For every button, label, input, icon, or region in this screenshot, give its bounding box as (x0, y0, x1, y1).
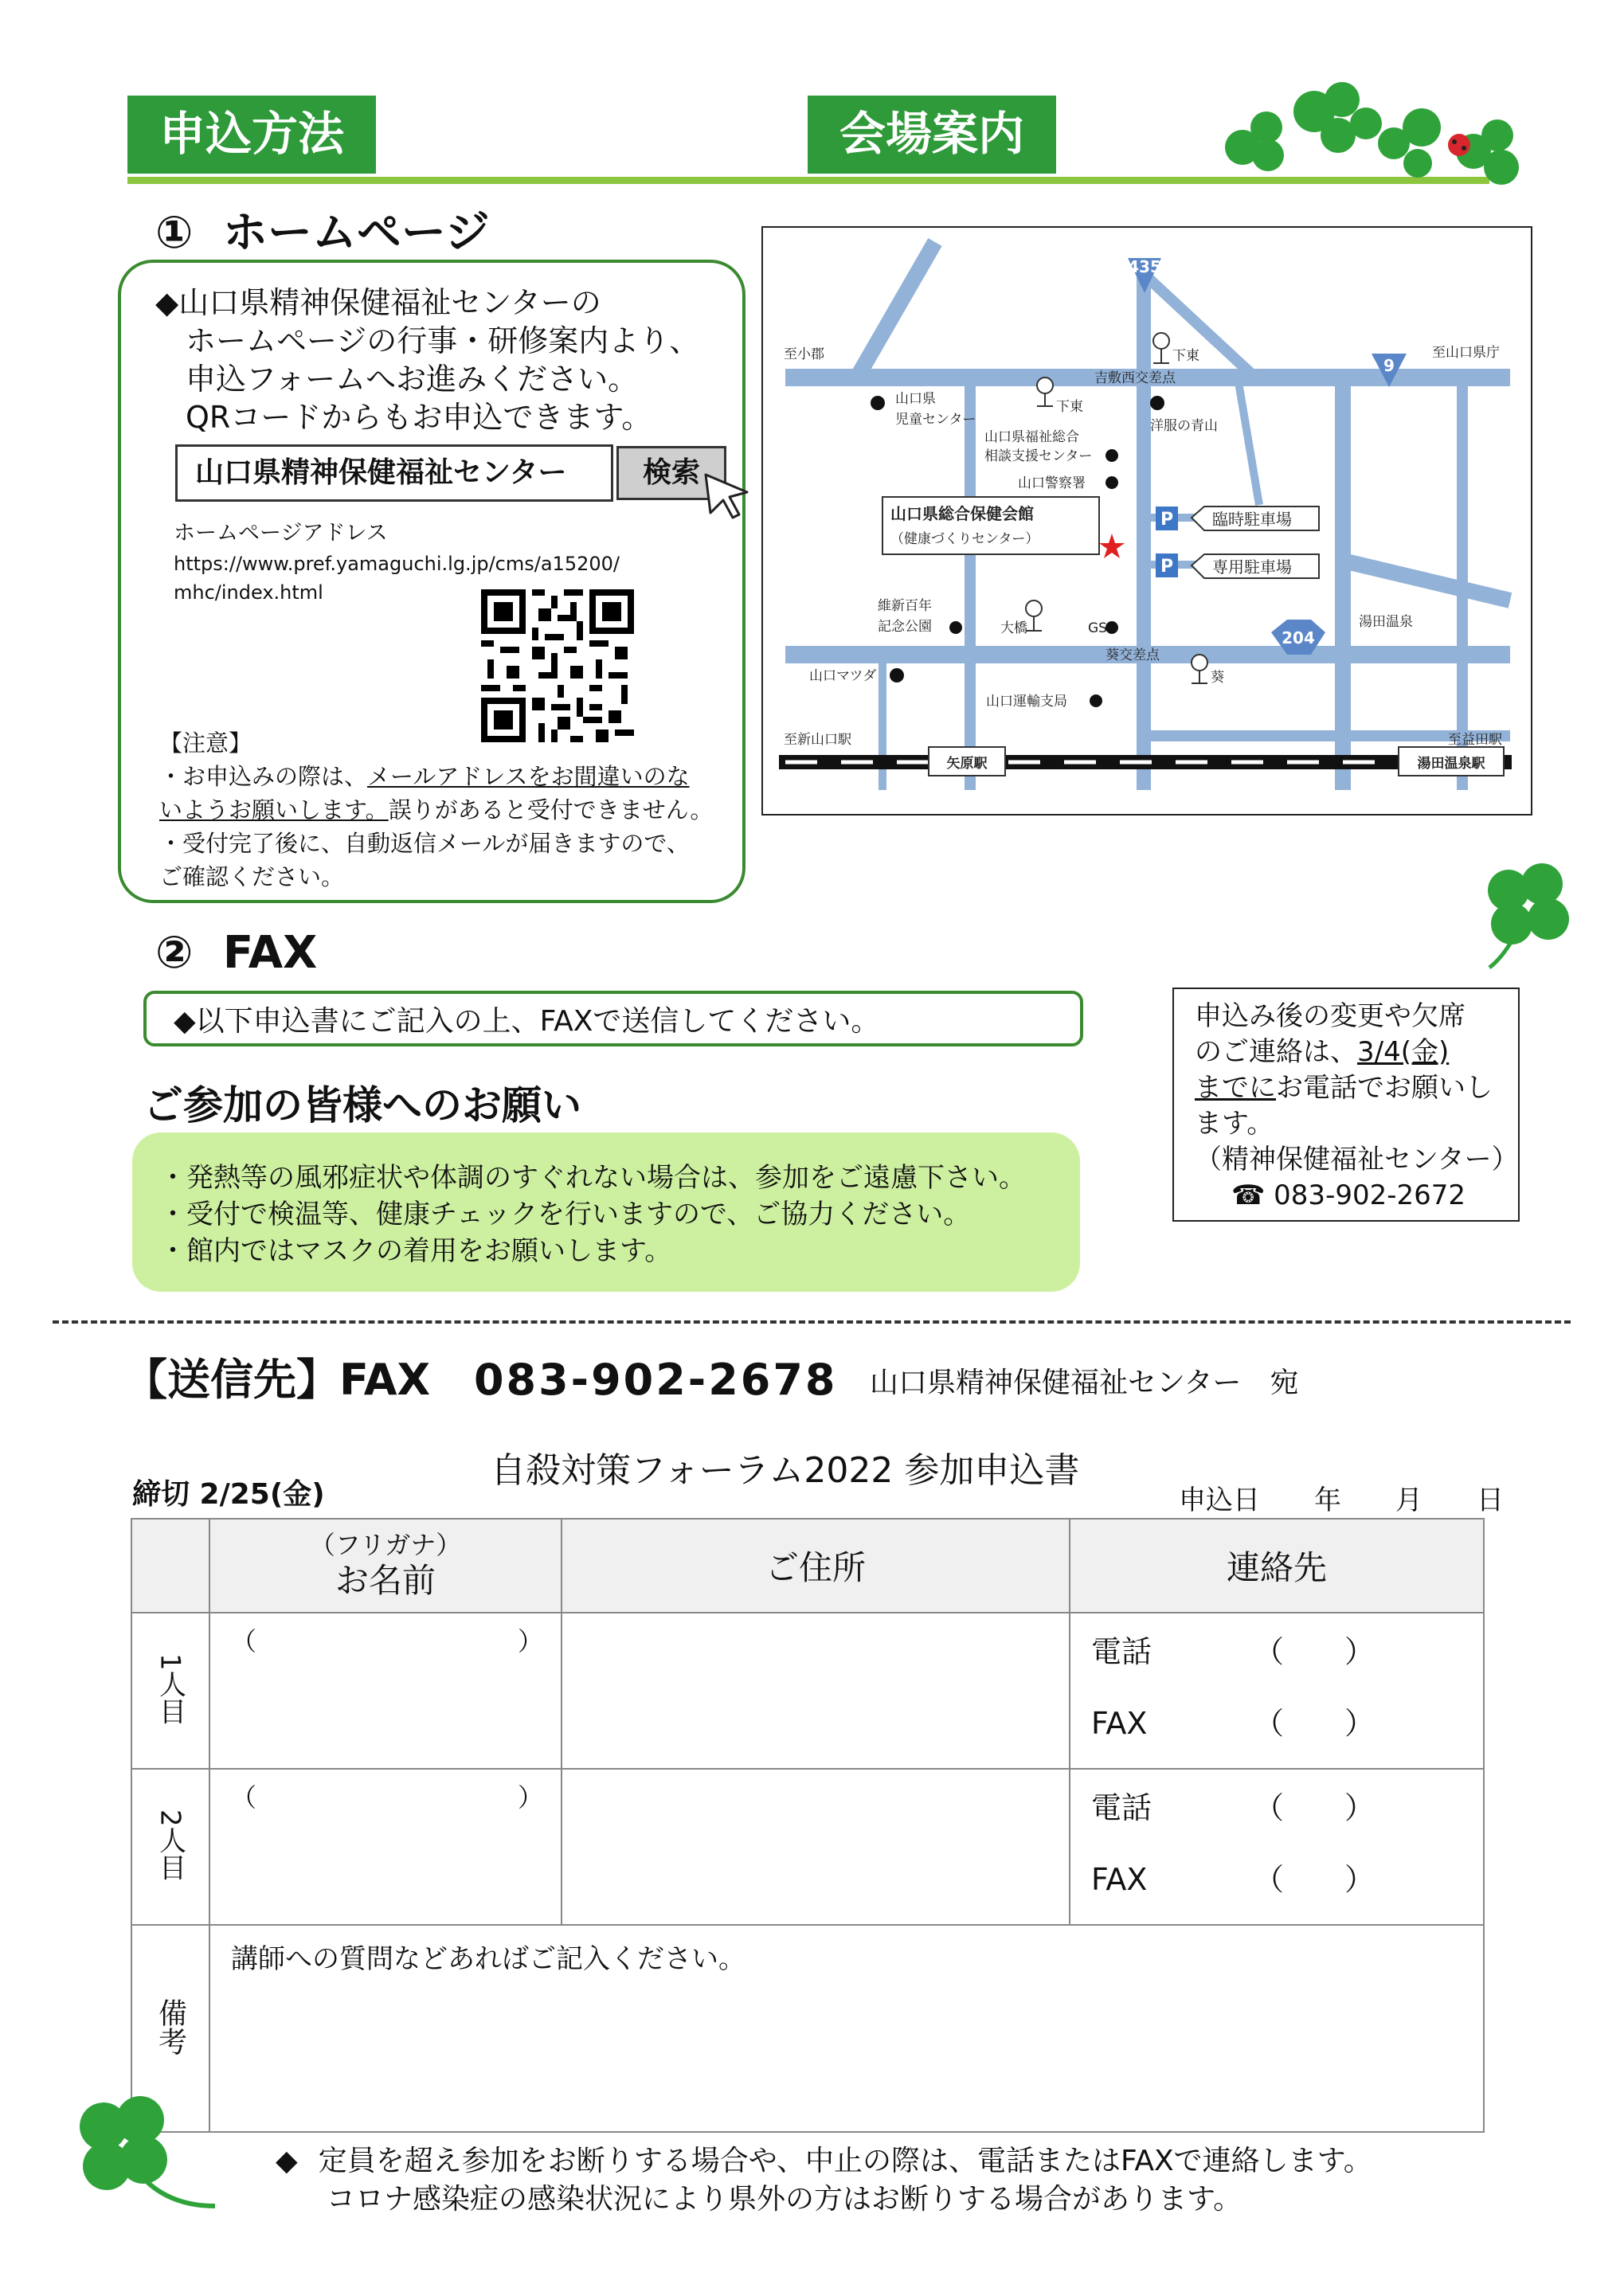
caution-block (159, 726, 733, 894)
aoi-label: 葵 (1211, 670, 1224, 686)
to-masuda-label: 至益田駅 (1448, 732, 1502, 748)
change-notice-phone (1195, 1178, 1518, 1214)
contact-cell-2 (1070, 1769, 1484, 1925)
request-title: ご参加の皆様へのお願い (143, 1082, 581, 1128)
name-paren-open-1: （ (231, 1626, 257, 1656)
oohashi-label: 大橋 (1000, 620, 1027, 636)
yofuku-label: 洋服の青山 (1150, 418, 1218, 434)
ishin-label-1: 維新百年 (878, 598, 932, 614)
change-notice-l3b: お電話でお願いし (1276, 1072, 1493, 1104)
tel-paren-2: （ ） (1254, 1790, 1376, 1825)
fax-label-2: FAX (1091, 1862, 1148, 1897)
caution-line-1b: メールアドレスをお間違いのな (367, 763, 690, 790)
ishin-label-2: 記念公園 (878, 619, 932, 635)
header-name: お名前 (335, 1561, 436, 1600)
venue-map (761, 226, 1532, 816)
fax-label-1: FAX (1091, 1706, 1148, 1741)
to-pref-label: 至山口県庁 (1432, 345, 1500, 361)
phone-number: 083-902-2672 (1274, 1179, 1466, 1211)
change-notice-l3a: までに (1195, 1072, 1276, 1104)
cursor-icon (702, 471, 752, 521)
to-shinyamaguchi-label: 至新山口駅 (784, 732, 851, 748)
caution-line-4: ご確認ください。 (159, 863, 345, 890)
form-apply-date[interactable]: 申込日 年 月 日 (1179, 1484, 1504, 1516)
yuda-station: 湯田温泉駅 (1417, 756, 1485, 772)
caution-line-1 (159, 760, 733, 793)
url-line-2: mhc/index.html (174, 581, 323, 604)
fax-section-number: ② (155, 927, 194, 979)
instruction-line-4: QRコードからもお申込できます。 (155, 400, 652, 435)
remarks-hint: 講師への質問などあればご記入ください。 (231, 1943, 745, 1975)
address-field-2[interactable] (562, 1769, 1070, 1925)
change-notice-l3 (1195, 1070, 1518, 1106)
form-title: 自殺対策フォーラム2022 参加申込書 (491, 1450, 1080, 1491)
parking-temp-label: 臨時駐車場 (1212, 510, 1292, 529)
destination-fax-number: 083-902-2678 (473, 1355, 838, 1405)
row-1-label: 1人目 (154, 1653, 186, 1725)
request-item-2: ・受付で検温等、健康チェックを行いますので、ご協力ください。 (159, 1199, 971, 1230)
route-435-badge: 435 (1128, 257, 1161, 276)
parking-icon-1: P (1160, 510, 1174, 530)
homepage-instructions (155, 284, 729, 436)
gs-label: GS (1088, 620, 1107, 636)
caution-line-1a: ・お申込みの際は、 (159, 763, 368, 790)
route-9-badge: 9 (1383, 356, 1395, 375)
kishiki-cross-label: 吉敷西交差点 (1094, 370, 1176, 386)
parking-private-label: 専用駐車場 (1212, 557, 1292, 577)
change-notice-l4: ます。 (1195, 1108, 1274, 1140)
fax-paren-1: （ ） (1254, 1706, 1376, 1741)
fax-field-1[interactable] (1091, 1700, 1483, 1747)
destination-label (124, 1346, 838, 1407)
search-input[interactable]: 山口県精神保健福祉センター (175, 444, 613, 502)
instruction-line-2: ホームページの行事・研修案内より、 (155, 323, 700, 358)
url-line-1: https://www.pref.yamaguchi.lg.jp/cms/a15200/ (174, 553, 620, 575)
mazda-label: 山口マツダ (809, 668, 877, 684)
contact-cell-1 (1070, 1613, 1484, 1769)
destination-fax-label: 【送信先】FAX (124, 1355, 431, 1405)
clover-decoration-top (1211, 80, 1545, 191)
caution-line-2a: いようお願いします。 (159, 796, 389, 823)
instruction-line-1: ◆山口県精神保健福祉センターの (155, 285, 601, 320)
fax-paren-2: （ ） (1254, 1862, 1376, 1897)
route-204-badge: 204 (1282, 628, 1315, 647)
application-table (131, 1518, 1485, 2133)
apply-method-header: 申込方法 (127, 96, 376, 174)
aoi-cross-label: 葵交差点 (1105, 647, 1160, 663)
instruction-line-3: 申込フォームへお進みください。 (155, 362, 639, 397)
fukushi-label-1: 山口県福祉総合 (984, 429, 1079, 445)
tel-field-2[interactable] (1091, 1784, 1483, 1856)
tel-field-1[interactable] (1091, 1628, 1483, 1700)
request-item-3: ・館内ではマスクの着用をお願いします。 (159, 1235, 672, 1267)
caution-line-2 (159, 793, 733, 827)
request-item-1: ・発熱等の風邪症状や体調のすぐれない場合は、参加をご遠慮下さい。 (159, 1162, 1026, 1194)
footer-line-2: コロナ感染症の感染状況により県外の方はお断りする場合があります。 (327, 2183, 1242, 2216)
change-notice-box (1172, 988, 1520, 1222)
unyu-label: 山口運輸支局 (986, 694, 1067, 710)
header-address: ご住所 (562, 1519, 1070, 1613)
footer-line-1-text: 定員を超え参加をお断りする場合や、中止の際は、電話またはFAXで連絡します。 (318, 2145, 1372, 2177)
venue-label-1: 山口県総合保健会館 (890, 504, 1034, 523)
change-notice-l5: （精神保健福祉センター） (1195, 1144, 1519, 1175)
remarks-field[interactable] (209, 1925, 1484, 2132)
header-blank-cell (131, 1519, 209, 1613)
gekou-label-2: 下東 (1056, 399, 1083, 415)
police-label: 山口警察署 (1018, 475, 1086, 491)
search-button[interactable]: 検索 (616, 446, 726, 500)
name-paren-open-2: （ (231, 1782, 257, 1813)
parking-icon-2: P (1160, 557, 1174, 577)
fukushi-label-2: 相談支援センター (984, 448, 1093, 464)
form-deadline: 締切 2/25(金) (132, 1478, 325, 1511)
caution-line-2b: 誤りがあると受付できません。 (388, 796, 714, 823)
change-notice-l2a: のご連絡は、 (1195, 1036, 1357, 1068)
homepage-section-number: ① (155, 207, 194, 259)
address-field-1[interactable] (562, 1613, 1070, 1769)
tel-label-1: 電話 (1091, 1634, 1152, 1669)
homepage-section-title (155, 198, 490, 261)
row-2-label: 2人目 (154, 1809, 186, 1881)
to-ogori-label: 至小郡 (784, 346, 824, 362)
change-notice-l1: 申込み後の変更や欠席 (1195, 1000, 1466, 1032)
fax-section-title (155, 927, 317, 979)
footer-notes (276, 2142, 1372, 2219)
gekou-label-1: 下東 (1172, 348, 1199, 364)
tel-label-2: 電話 (1091, 1790, 1152, 1825)
venue-guide-header: 会場案内 (808, 96, 1056, 174)
name-field-2[interactable] (209, 1769, 562, 1925)
footer-bullet: ◆ (276, 2145, 298, 2177)
change-notice-l2 (1195, 1035, 1518, 1070)
homepage-address-label: ホームページアドレス (174, 521, 388, 546)
destination-to: 山口県精神保健福祉センター 宛 (870, 1367, 1299, 1399)
row-1-label-cell (131, 1613, 209, 1769)
qr-code-image[interactable] (481, 589, 634, 742)
phone-icon: ☎ (1231, 1179, 1266, 1211)
homepage-section-label: ホームページ (222, 207, 490, 259)
footer-line-1 (276, 2142, 1372, 2181)
caution-title: 【注意】 (159, 729, 252, 757)
fax-section-label: FAX (222, 927, 318, 979)
change-notice-date: 3/4(金) (1357, 1036, 1450, 1068)
header-furigana: （フリガナ） (309, 1530, 462, 1560)
request-items (159, 1160, 1026, 1269)
venue-label-2: （健康づくりセンター） (890, 531, 1039, 547)
child-center-label-1: 山口県 (895, 391, 936, 407)
fax-instruction: ◆以下申込書にご記入の上、FAXで送信してください。 (174, 1005, 880, 1038)
yuda-onsen-label: 湯田温泉 (1359, 614, 1413, 630)
remarks-label: 備考 (154, 1998, 187, 2055)
row-2-label-cell (131, 1769, 209, 1925)
caution-line-3: ・受付完了後に、自動返信メールが届きますので、 (159, 830, 690, 857)
child-center-label-2: 児童センター (895, 412, 976, 428)
name-field-1[interactable] (209, 1613, 562, 1769)
clover-decoration-right (1473, 860, 1585, 980)
fax-instruction-box (143, 991, 1083, 1046)
header-contact: 連絡先 (1070, 1519, 1484, 1613)
tel-paren-1: （ ） (1254, 1634, 1376, 1669)
fax-field-2[interactable] (1091, 1856, 1483, 1903)
name-paren-close-2: ） (517, 1782, 543, 1813)
cut-line (53, 1320, 1571, 1324)
name-paren-close-1: ） (517, 1626, 543, 1656)
header-name-cell (209, 1519, 562, 1613)
yabara-station: 矢原駅 (946, 756, 988, 772)
clover-decoration-bottom (64, 2087, 223, 2230)
